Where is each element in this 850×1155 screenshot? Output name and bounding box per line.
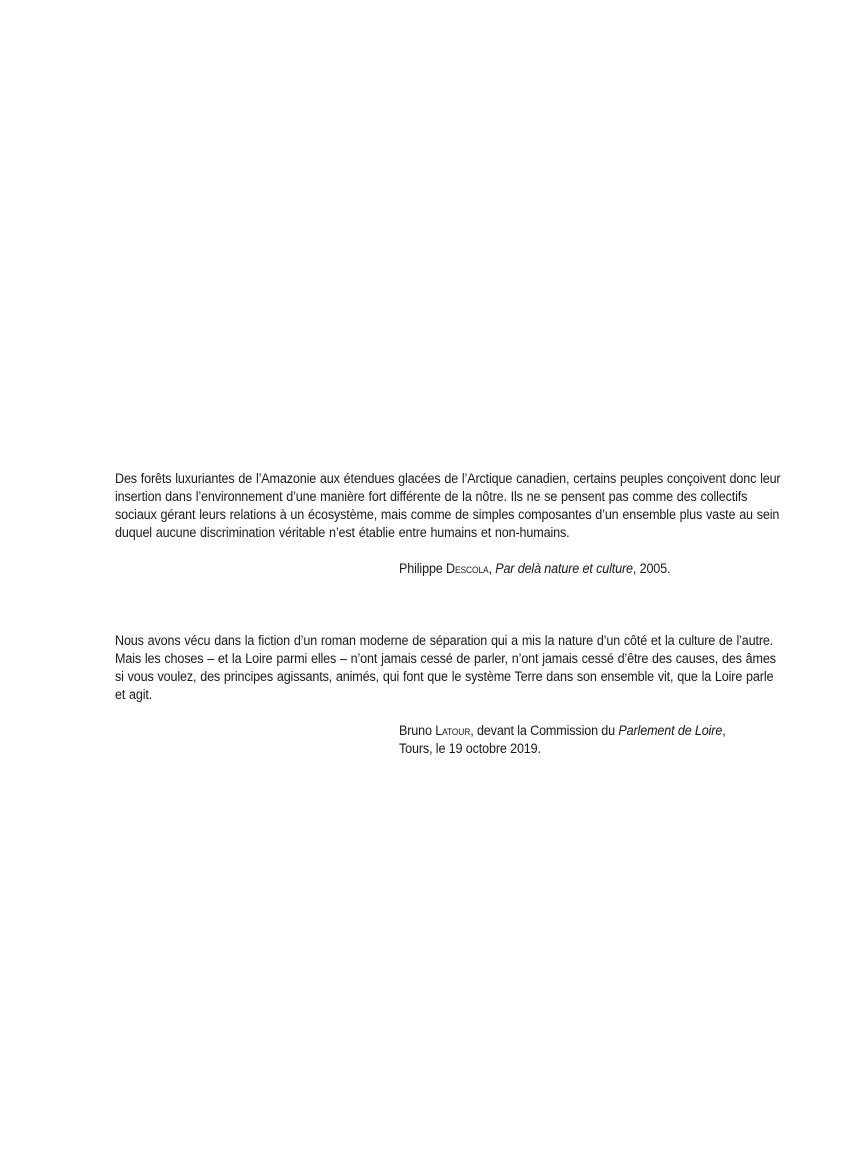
attribution	[399, 560, 794, 578]
author-first-name: Bruno	[399, 723, 436, 738]
quote-text: Nous avons vécu dans la fiction d’un roman moderne de séparation qui a mis la nature d’un côté et la culture de l’autre. Mais les choses – et la Loire parmi elles – n’ont jamais cessé de parler, n’ont jamais cessé d’être des causes, des âmes si vous voulez, des principes agissants, animés, qui font que le système Terre dans son ensemble vit, que la Loire parle et agit.	[115, 633, 776, 702]
epigraph-descola	[115, 470, 785, 578]
work-title: Parlement de Loire	[618, 723, 723, 738]
attribution-date: , 2005.	[632, 561, 671, 576]
author-last-name: Descola	[446, 561, 489, 576]
attribution-separator: ,	[488, 561, 496, 576]
quote-text: Des forêts luxuriantes de l’Amazonie aux étendues glacées de l’Arctique canadien, certains peuples conçoivent donc leur insertion dans l’environnement d’une manière fort différente de la nôtre. Ils ne se pensent pas comme des collectifs sociaux gérant leurs relations à un écosystème, mais comme de simples composantes d’un ensemble plus vaste au sein duquel aucune discrimination véritable n’est établie entre humains et non-humains.	[115, 471, 781, 540]
attribution-separator: , devant la Commission du	[470, 723, 619, 738]
work-title: Par delà nature et culture	[495, 561, 633, 576]
author-last-name: Latour	[435, 723, 471, 738]
attribution	[399, 722, 794, 758]
author-first-name: Philippe	[399, 561, 447, 576]
epigraph-latour	[115, 632, 785, 758]
attribution-punct: ,	[722, 723, 726, 738]
attribution-place-date: Tours, le 19 octobre 2019.	[399, 741, 541, 756]
